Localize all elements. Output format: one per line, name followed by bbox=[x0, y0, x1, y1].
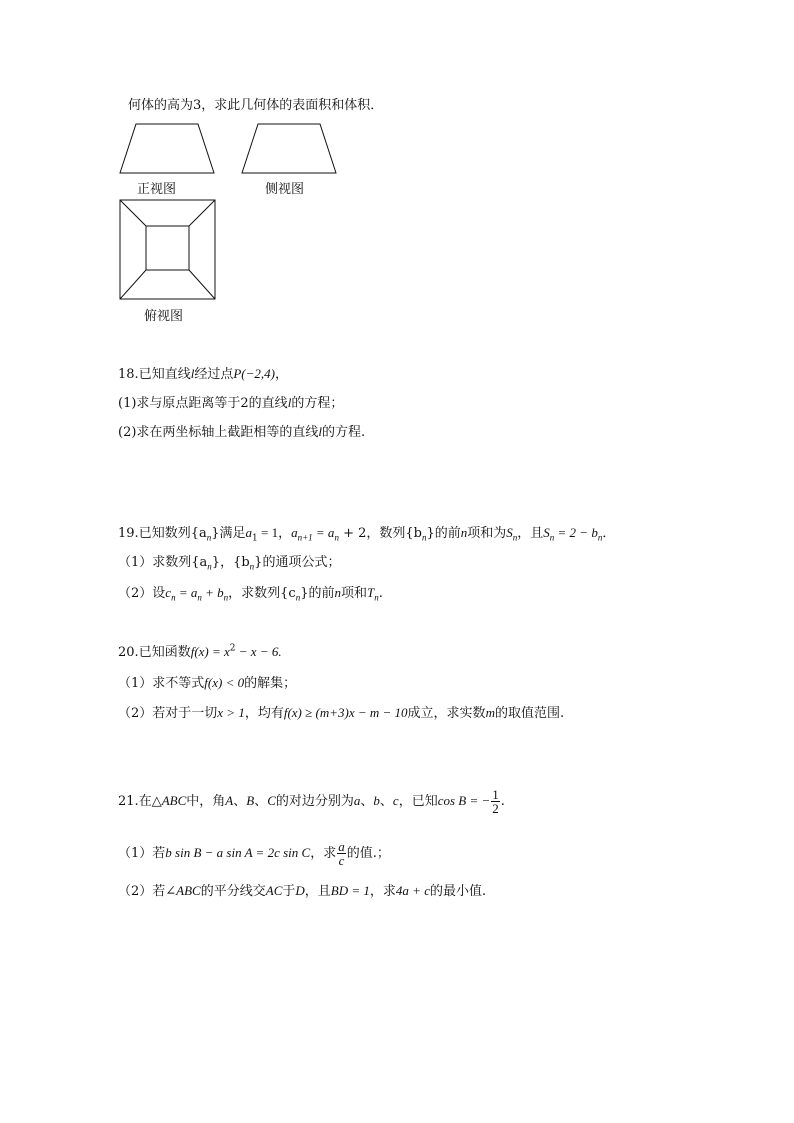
intro-text: 何体的高为3，求此几何体的表面积和体积． bbox=[128, 98, 384, 113]
side-view-figure bbox=[240, 122, 338, 175]
q20-stem: 20.已知函数$f(x) = x^2 - x - 6$. bbox=[118, 643, 282, 660]
front-view-figure bbox=[118, 122, 216, 175]
q18-part1: (1)求与原点距离等于2的直线l的方程； bbox=[118, 395, 344, 411]
q19-stem: 19.已知数列$\{a_n\}$满足$a_1 = 1$，$a_{n+1} = a_n + 2$，数列$\{b_n\}$的前n项和为$S_n$，且$S_n = 2 - b_n$． bbox=[118, 525, 616, 544]
q21-ratio-fraction: $\frac{a}{c}$ bbox=[338, 839, 345, 868]
q18-part2: (2)求在两坐标轴上截距相等的直线l的方程. bbox=[118, 424, 366, 440]
q21-stem: 21.在△ABC中，角A、B、C的对边分别为a、b、c，已知cos B = − $\frac{1}{2}$ . bbox=[118, 787, 505, 816]
q20-part2: （2）若对于一切x > 1，均有f(x) ≥ (m+3)x − m − 10成立，求实数m的取值范围. bbox=[118, 705, 565, 721]
q18-stem: 18.已知直线l经过点P(−2,4)， bbox=[118, 366, 288, 382]
q21-part1: （1）若b sin B − a sin A = 2c sin C，求 $\frac{a}{c}$ 的值.； bbox=[118, 839, 390, 868]
top-view-label: 俯视图 bbox=[144, 309, 184, 324]
q21-fraction: $\frac{1}{2}$ bbox=[492, 787, 499, 816]
front-view-label: 正视图 bbox=[137, 182, 177, 197]
q21-part2: （2）若∠ABC的平分线交AC于D，且BD = 1，求4a + c的最小值. bbox=[118, 883, 487, 899]
q19-part2: （2）设$c_n = a_n + b_n$，求数列$\{c_n\}$的前n项和$T_n$. bbox=[118, 585, 383, 603]
top-view-figure bbox=[118, 198, 218, 302]
q20-part1: （1）求不等式f(x) < 0的解集； bbox=[118, 675, 297, 691]
side-view-label: 侧视图 bbox=[265, 182, 305, 197]
q19-part1: （1）求数列$\{a_n\}$，$\{b_n\}$的通项公式； bbox=[118, 555, 341, 572]
